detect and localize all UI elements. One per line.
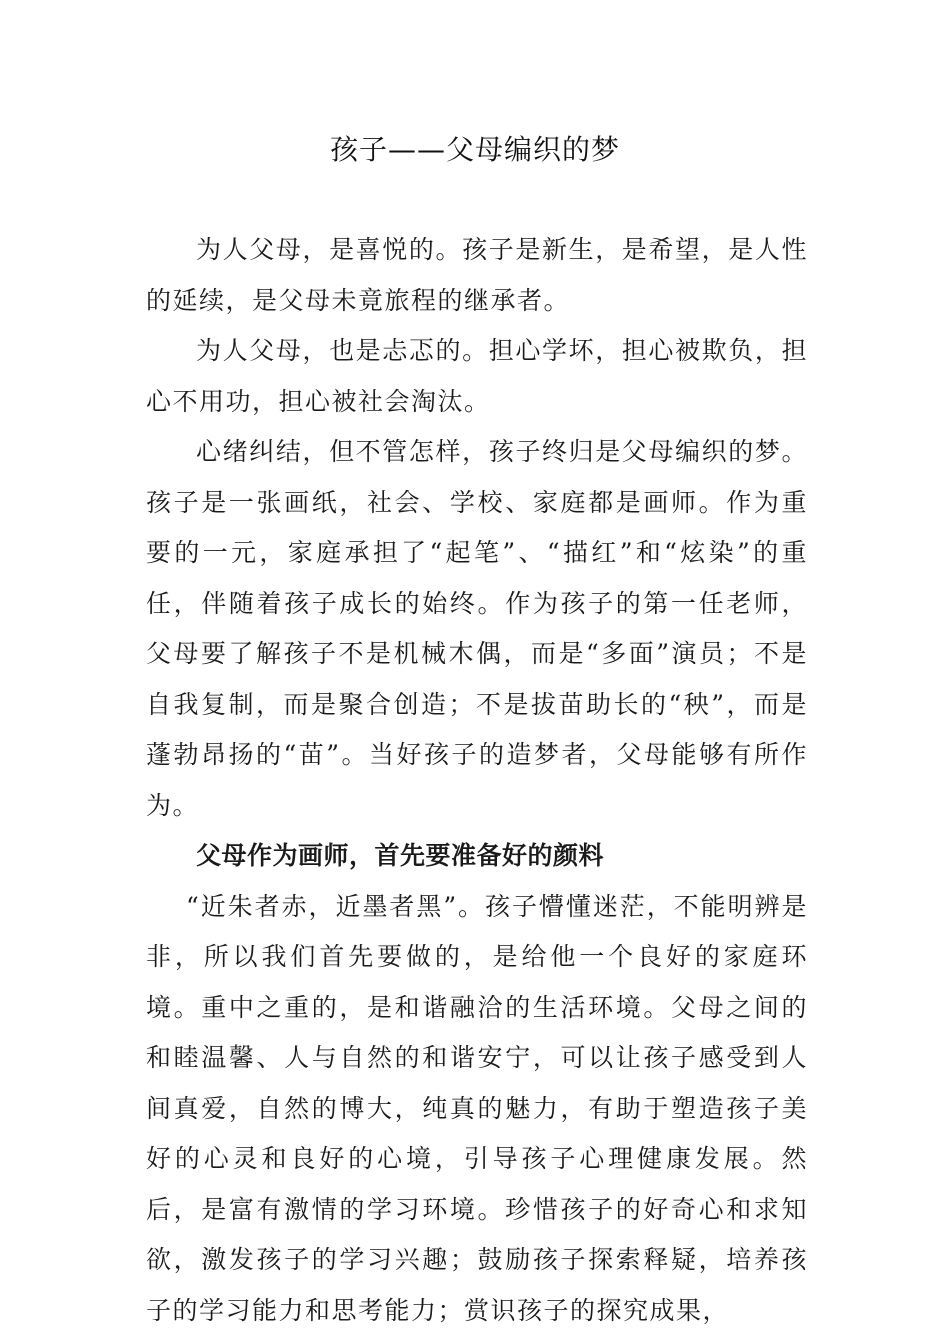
document-body [146, 225, 808, 1336]
paragraph-worry: 为人父母，也是忐忑的。担心学坏，担心被欺负，担心不用功，担心被社会淘汰。 [146, 336, 808, 416]
section-heading: 父母作为画师，首先要准备好的颜料 [196, 841, 605, 870]
paragraph-dream: 心绪纠结，但不管怎样，孩子终归是父母编织的梦。孩子是一张画纸，社会、学校、家庭都是画师。作为重要的一元，家庭承担了“起笔”、“描红”和“炫染”的重任，伴随着孩子成长的始终。作为孩子的第一任老师，父母要了解孩子不是机械木偶，而是“多面”演员；不是自我复制，而是聚合创造；不是拔苗助长的“秧”，而是蓬勃昂扬的“苗”。当好孩子的造梦者，父母能够有所作为。 [146, 437, 808, 820]
document-title: 孩子——父母编织的梦 [329, 133, 620, 166]
paragraph-joy: 为人父母，是喜悦的。孩子是新生，是希望，是人性的延续，是父母未竟旅程的继承者。 [146, 235, 808, 315]
paragraph-environment: “近朱者赤，近墨者黑”。孩子懵懂迷茫，不能明辨是非，所以我们首先要做的，是给他一个良好的家庭环境。重中之重的，是和谐融洽的生活环境。父母之间的和睦温馨、人与自然的和谐安宁，可以让孩子感受到人间真爱，自然的博大，纯真的魅力，有助于塑造孩子美好的心灵和良好的心境，引导孩子心理健康发展。然后，是富有激情的学习环境。珍惜孩子的好奇心和求知欲，激发孩子的学习兴趣；鼓励孩子探索释疑，培养孩子的学习能力和思考能力；赏识孩子的探究成果， [146, 891, 808, 1325]
